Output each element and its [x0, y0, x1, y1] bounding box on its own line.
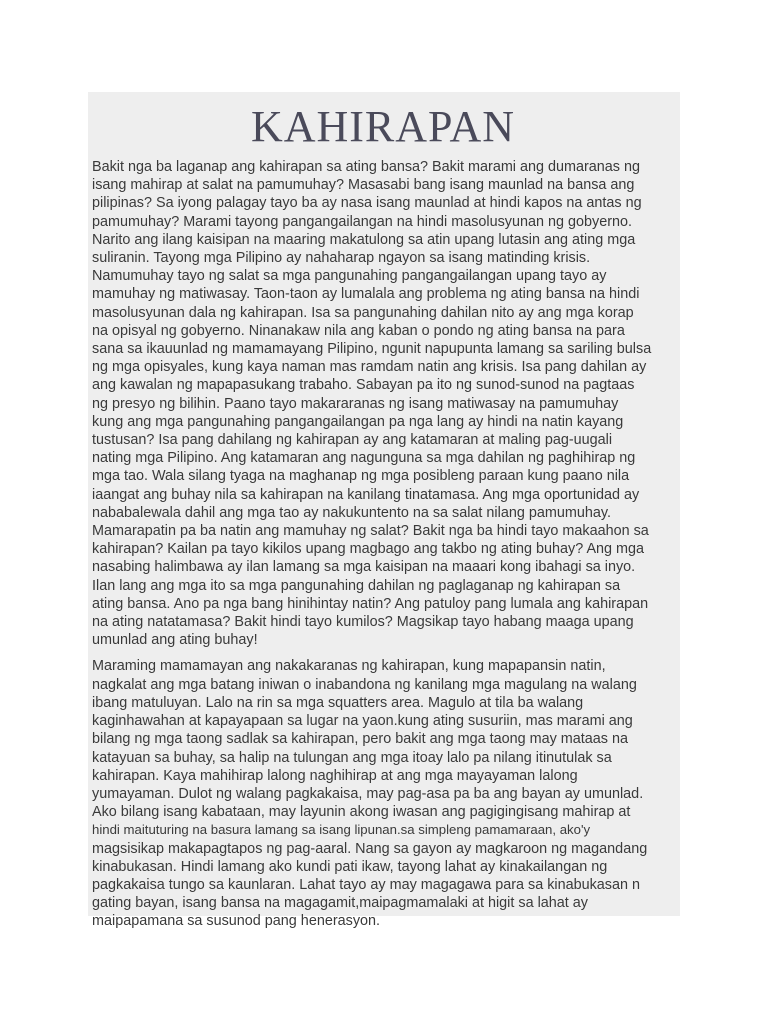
paragraph-line: ibang matuluyan. Lalo na rin sa mga squatters area. Magulo at tila ba walang	[92, 694, 584, 711]
paragraph-line: Bakit nga ba laganap ang kahirapan sa ating bansa? Bakit marami ang dumaranas ng	[92, 159, 641, 175]
paragraph-line: na ating natatamasa? Bakit hindi tayo kumilos? Magsikap tayo habang maaga upang	[92, 614, 634, 631]
paragraph-line: iaangat ang buhay nila sa kahirapan na kanilang tinatamasa. Ang mga oportunidad ay	[92, 486, 640, 503]
paragraph-line: magsisikap makapagtapos ng pag-aaral. Nang sa gayon ay magkaroon ng magandang	[92, 840, 648, 857]
document-title: KAHIRAPAN	[250, 102, 516, 151]
paragraph-line: pagkakaisa tungo sa kaunlaran. Lahat tayo ay may magagawa para sa kinabukasan n	[92, 876, 641, 893]
paragraph-line: kahirapan? Kailan pa tayo kikilos upang magbago ang takbo ng ating buhay? Ang mga	[92, 541, 645, 558]
paragraph-line: maipapamana sa susunod pang henerasyon.	[92, 913, 381, 930]
paragraph-line: mamuhay ng matiwasay. Taon-taon ay lumalala ang problema ng ating bansa na hindi	[92, 286, 640, 303]
paragraph-1	[92, 158, 674, 649]
paragraph-line: ng mga opisyales, kung kaya naman mas ramdam natin ang krisis. Isa pang dahilan ay	[92, 359, 647, 376]
paragraph-line: Ako bilang isang kabataan, may layunin akong iwasan ang pagigingisang mahirap at	[92, 804, 631, 821]
paragraph-line: kaginhawahan at kapayapaan sa lugar na yaon.kung ating susuriin, mas marami ang	[92, 713, 633, 730]
paragraph-line: Narito ang ilang kaisipan na maaring makatulong sa atin upang lutasin ang ating mga	[92, 231, 636, 248]
paragraph-line: sana sa ikauunlad ng mamamayang Pilipino, ngunit napupunta lamang sa sariling bulsa	[92, 341, 652, 358]
paragraph-line: nating mga Pilipino. Ang katamaran ang nagunguna sa mga dahilan ng paghihirap ng	[92, 450, 636, 467]
paragraph-line: pilipinas? Sa iyong palagay tayo ba ay nasa isang maunlad at hindi kapos na antas ng	[92, 195, 642, 212]
paragraph-line: ang kawalan ng mapapasukang trabaho. Sabayan pa ito ng sunod-sunod na pagtaas	[92, 377, 635, 394]
paragraph-line: ating bansa. Ano pa nga bang hinihintay natin? Ang patuloy pang lumala ang kahirapan	[92, 595, 649, 612]
paragraph-line: Maraming mamamayan ang nakakaranas ng kahirapan, kung mapapansin natin,	[92, 658, 606, 675]
paragraph-line: pamumuhay? Marami tayong pangangailangan na hindi masolusyunan ng gobyerno.	[92, 213, 633, 230]
paragraph-line: ng presyo ng bilihin. Paano tayo makararanas ng isang matiwasay na pamumuhay	[92, 395, 619, 412]
paragraph-line: katayuan sa buhay, sa halip na tulungan ang mga itoay lalo pa nilang itinutulak sa	[92, 749, 612, 766]
paragraph-2	[92, 657, 674, 930]
paragraph-line: kung ang mga pangunahing pangangailangan pa nga lang ay hindi na natin kayang	[92, 413, 624, 430]
paragraph-line: masolusyunan dala ng kahirapan. Isa sa pangunahing dahilan nito ay ang mga korap	[92, 304, 634, 321]
paragraph-line: hindi maituturing na basura lamang sa isang lipunan.sa simpleng pamamaraan, ako'y	[92, 822, 591, 838]
paragraph-line: nasabing halimbawa ay ilan lamang sa mga kaisipan na maaari kong ibahagi sa inyo.	[92, 559, 636, 576]
paragraph-line: bilang ng mga taong sadlak sa kahirapan, pero bakit ang mga taong may mataas na	[92, 731, 628, 748]
paragraph-line: gating bayan, isang bansa na magagamit,maipagmamalaki at higit sa lahat ay	[92, 895, 588, 912]
paragraph-line: na opisyal ng gobyerno. Ninanakaw nila ang kaban o pondo ng ating bansa na para	[92, 322, 625, 339]
paragraph-line: Ilan lang ang mga ito sa mga pangunahing dahilan ng paglaganap ng kahirapan sa	[92, 577, 621, 594]
document-page	[88, 92, 680, 930]
paragraph-line: Namumuhay tayo ng salat sa mga pangunahing pangangailangan upang tayo ay	[92, 268, 607, 285]
paragraph-line: kinabukasan. Hindi lamang ako kundi pati ikaw, tayong lahat ay kinakailangan ng	[92, 858, 608, 875]
paragraph-line: umunlad ang ating buhay!	[92, 632, 258, 649]
paragraph-line: nababalewala dahil ang mga tao ay nakukuntento na sa salat nilang pamumuhay.	[92, 504, 611, 521]
paragraph-line: tustusan? Isa pang dahilang ng kahirapan ay ang katamaran at maling pag-uugali	[92, 432, 613, 449]
paragraph-line: suliranin. Tayong mga Pilipino ay nahaharap ngayon sa isang matinding krisis.	[92, 250, 591, 267]
paragraph-line: kahirapan. Kaya mahihirap lalong naghihirap at ang mga mayayaman lalong	[92, 767, 578, 784]
paragraph-line: isang mahirap at salat na pamumuhay? Masasabi bang isang maunlad na bansa ang	[92, 177, 635, 194]
paragraph-line: mga tao. Wala silang tyaga na maghanap ng mga posibleng paraan kung paano nila	[92, 468, 630, 485]
paragraph-line: Mamarapatin pa ba natin ang mamuhay ng salat? Bakit nga ba hindi tayo makaahon sa	[92, 523, 649, 540]
paragraph-line: nagkalat ang mga batang iniwan o inabandona ng kanilang mga magulang na walang	[92, 676, 637, 693]
paragraph-line: yumayaman. Dulot ng walang pagkakaisa, may pag-asa pa ba ang bayan ay umunlad.	[92, 785, 644, 802]
